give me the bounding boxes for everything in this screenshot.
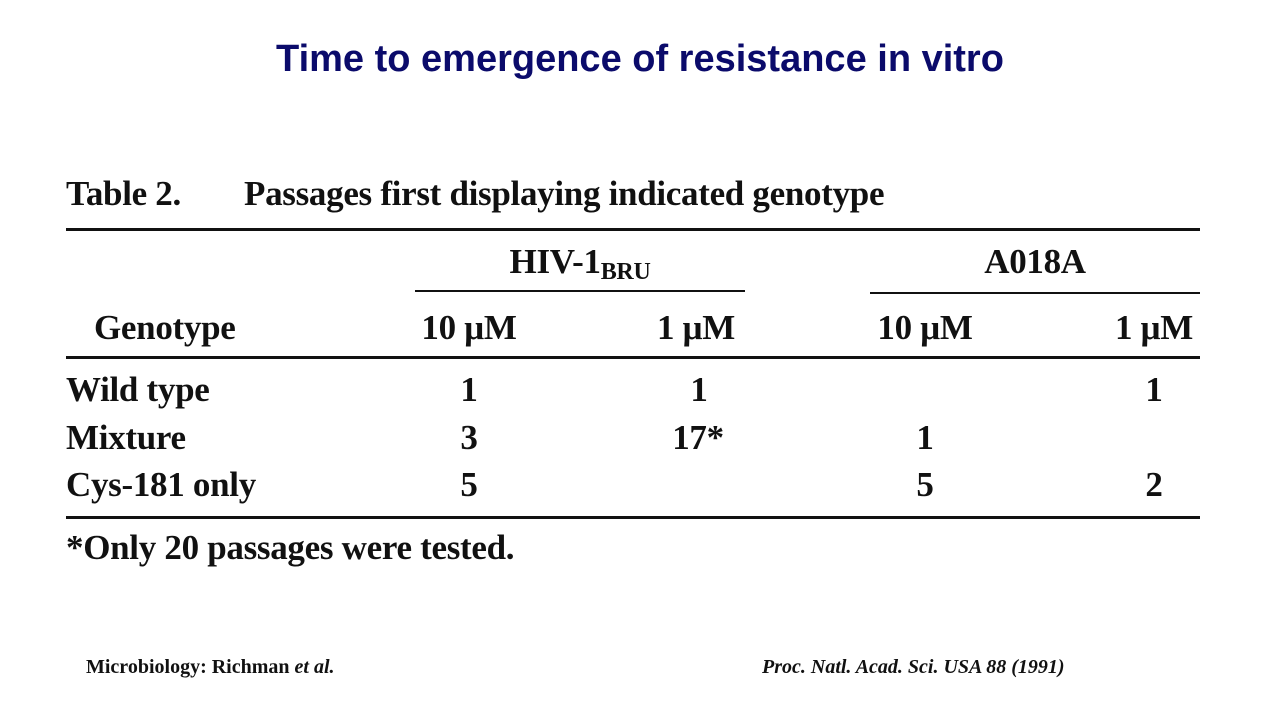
table-label: Table 2.: [66, 174, 181, 213]
row-genotype: Mixture: [66, 418, 186, 457]
cell-hiv-1um: 17*: [672, 418, 724, 457]
cell-a018a-10um: 5: [916, 465, 934, 504]
cell-hiv-10um: 1: [460, 370, 478, 409]
table-top-rule: [66, 228, 1200, 231]
group-rule-hiv: [415, 290, 745, 292]
column-header-a018a-1um: 1 μM: [1115, 308, 1193, 347]
column-header-hiv-1um: 1 μM: [657, 308, 735, 347]
group-header-hiv-base: HIV-1: [509, 242, 601, 281]
column-header-hiv-10um: 10 μM: [421, 308, 517, 347]
cell-hiv-10um: 3: [460, 418, 478, 457]
table-bottom-rule: [66, 516, 1200, 519]
cell-hiv-1um: 1: [690, 370, 708, 409]
header-rule: [66, 356, 1200, 359]
group-header-a018a: A018A: [984, 242, 1086, 281]
cell-hiv-10um: 5: [460, 465, 478, 504]
group-header-hiv: [415, 242, 745, 292]
group-header-hiv-subscript: BRU: [600, 259, 651, 285]
cell-a018a-10um: 1: [916, 418, 934, 457]
row-genotype: Wild type: [66, 370, 210, 409]
citation-left: [86, 656, 335, 679]
citation-left-etal: et al.: [294, 656, 335, 678]
cell-a018a-1um: 1: [1145, 370, 1163, 409]
group-rule-a018a: [870, 292, 1200, 294]
row-genotype: Cys-181 only: [66, 465, 256, 504]
slide-title: Time to emergence of resistance in vitro: [276, 38, 1004, 80]
table-caption: [66, 174, 884, 214]
citation-left-prefix: Microbiology: Richman: [86, 656, 295, 678]
citation-right: Proc. Natl. Acad. Sci. USA 88 (1991): [762, 656, 1065, 678]
column-header-genotype: Genotype: [94, 308, 236, 347]
table-caption-text: Passages first displaying indicated genotype: [244, 174, 885, 213]
cell-a018a-1um: 2: [1145, 465, 1163, 504]
table-footnote: *Only 20 passages were tested.: [66, 528, 515, 567]
column-header-a018a-10um: 10 μM: [877, 308, 973, 347]
